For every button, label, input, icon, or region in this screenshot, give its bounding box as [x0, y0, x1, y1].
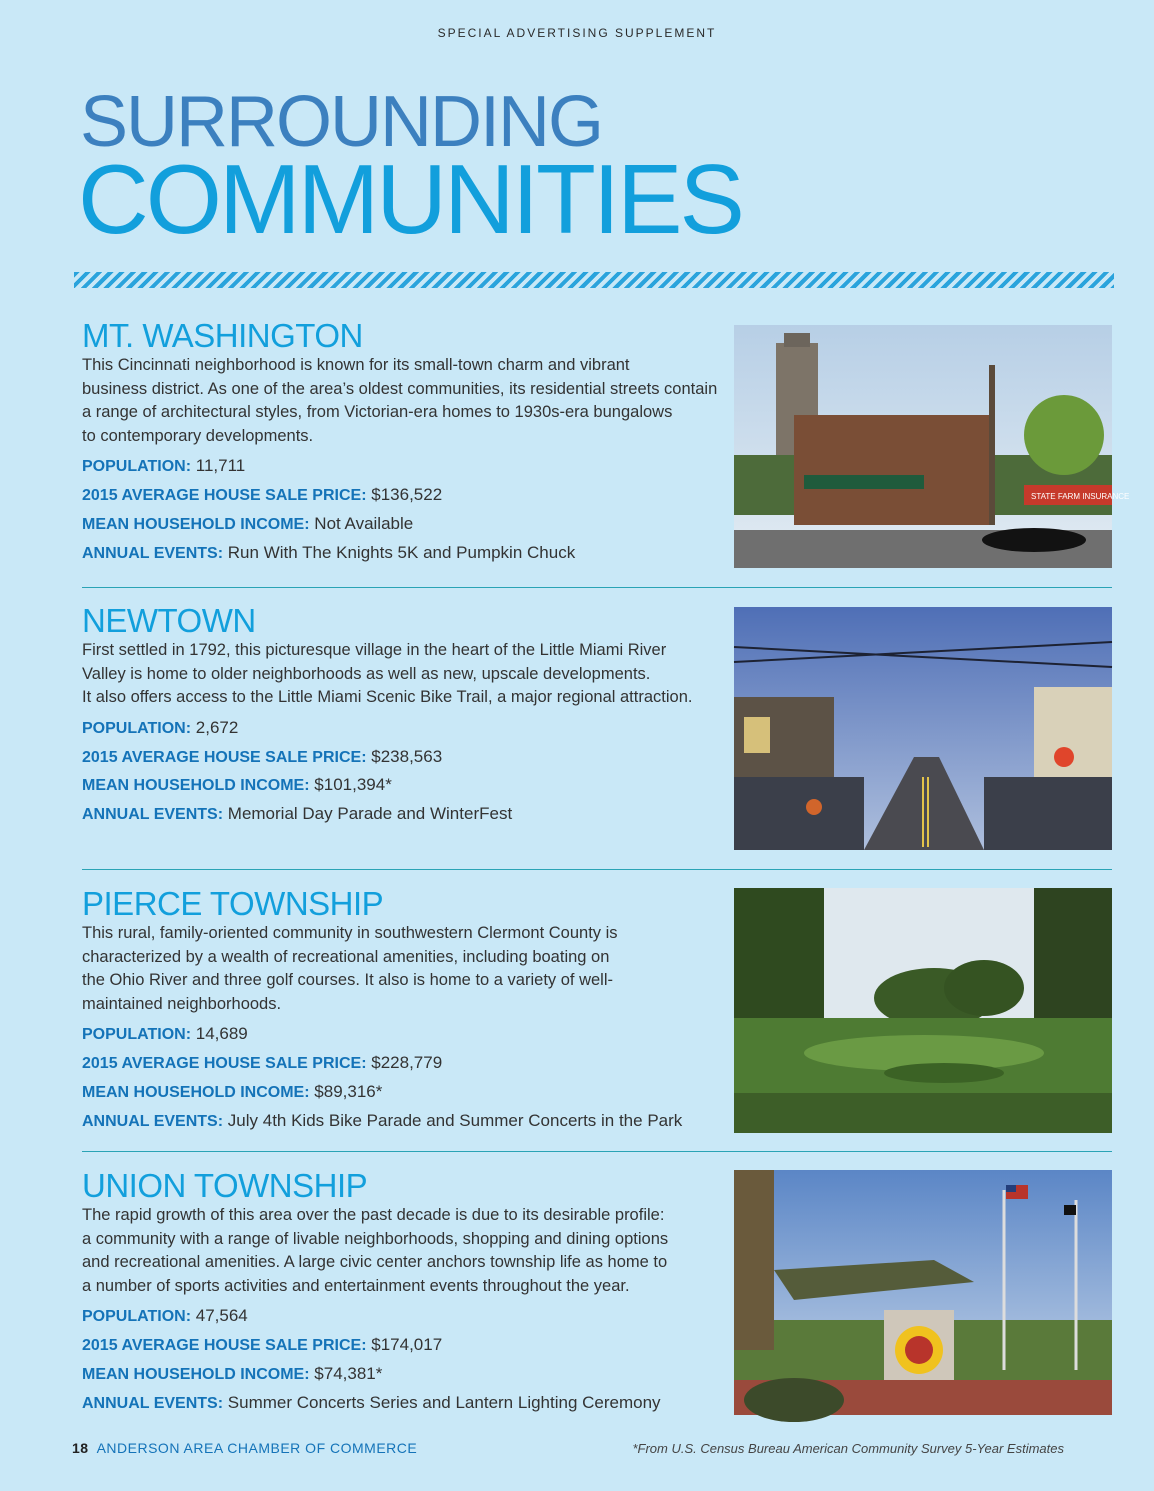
- population-stat: POPULATION: 47,564: [82, 1306, 248, 1326]
- events-stat: ANNUAL EVENTS: Run With The Knights 5K and Pumpkin Chuck: [82, 542, 576, 562]
- hatched-divider: [74, 272, 1114, 288]
- community-name: MT. WASHINGTON: [82, 317, 363, 354]
- population-stat: POPULATION: 11,711: [82, 456, 246, 476]
- insurance-sign-text: STATE FARM INSURANCE: [1031, 492, 1130, 501]
- community-union-township: [82, 1168, 722, 1417]
- income-stat: MEAN HOUSEHOLD INCOME: Not Available: [82, 513, 414, 533]
- events-stat: ANNUAL EVENTS: Memorial Day Parade and WinterFest: [82, 804, 513, 824]
- community-description: This Cincinnati neighborhood is known for its small-town charm and vibrant business district. As one of the area’s oldest communities, its residential streets contain a range of architectural styles, from Victorian-era homes to 1930s-era bungalows to contemporary developments.: [82, 356, 718, 445]
- section-divider: [82, 587, 1112, 588]
- events-stat: ANNUAL EVENTS: Summer Concerts Series and Lantern Lighting Ceremony: [82, 1392, 661, 1412]
- population-stat: POPULATION: 2,672: [82, 717, 239, 737]
- events-stat: ANNUAL EVENTS: July 4th Kids Bike Parade and Summer Concerts in the Park: [82, 1110, 683, 1130]
- income-stat: MEAN HOUSEHOLD INCOME: $101,394*: [82, 775, 392, 795]
- price-stat: 2015 AVERAGE HOUSE SALE PRICE: $136,522: [82, 485, 443, 505]
- page-number: 18: [72, 1440, 89, 1456]
- section-divider: [82, 869, 1112, 870]
- footer-publisher: [72, 1440, 417, 1456]
- publisher-name: ANDERSON AREA CHAMBER OF COMMERCE: [96, 1440, 418, 1456]
- price-stat: 2015 AVERAGE HOUSE SALE PRICE: $174,017: [82, 1335, 443, 1355]
- price-stat: 2015 AVERAGE HOUSE SALE PRICE: $228,779: [82, 1053, 443, 1073]
- pierce-township-photo: [734, 888, 1112, 1133]
- footer-source-note: *From U.S. Census Bureau American Community Survey 5-Year Estimates: [632, 1441, 1064, 1456]
- community-name: NEWTOWN: [82, 602, 256, 639]
- community-mt-washington: [82, 318, 722, 567]
- union-township-photo: [734, 1170, 1112, 1415]
- supplement-header: SPECIAL ADVERTISING SUPPLEMENT: [437, 26, 717, 40]
- page-title-line1: SURROUNDING: [80, 82, 603, 162]
- mt-washington-photo: [734, 325, 1130, 568]
- community-description: The rapid growth of this area over the past decade is due to its desirable profile: a community with a range of livable neighborhoods, shopping and dining options and recreational amenities. A large civic center anchors township life as home to a number of sports activities and entertainment events throughout the year.: [82, 1206, 669, 1295]
- community-description: This rural, family-oriented community in southwestern Clermont County is characterized by a wealth of recreational amenities, including boating on the Ohio River and three golf courses. It also is home to a variety of well- maintained neighborhoods.: [82, 924, 618, 1013]
- newtown-photo: [734, 607, 1112, 850]
- population-stat: POPULATION: 14,689: [82, 1024, 248, 1044]
- community-newtown: [82, 603, 722, 829]
- income-stat: MEAN HOUSEHOLD INCOME: $74,381*: [82, 1363, 383, 1383]
- community-name: PIERCE TOWNSHIP: [82, 885, 384, 922]
- price-stat: 2015 AVERAGE HOUSE SALE PRICE: $238,563: [82, 746, 443, 766]
- page-title-line2: COMMUNITIES: [78, 144, 742, 254]
- community-description: First settled in 1792, this picturesque village in the heart of the Little Miami River Valley is home to older neighborhoods as well as new, upscale developments. It also offers access to the Little Miami Scenic Bike Trail, a major regional attraction.: [82, 641, 693, 707]
- community-pierce-township: [82, 886, 722, 1135]
- community-name: UNION TOWNSHIP: [82, 1167, 368, 1204]
- income-stat: MEAN HOUSEHOLD INCOME: $89,316*: [82, 1081, 383, 1101]
- section-divider: [82, 1151, 1112, 1152]
